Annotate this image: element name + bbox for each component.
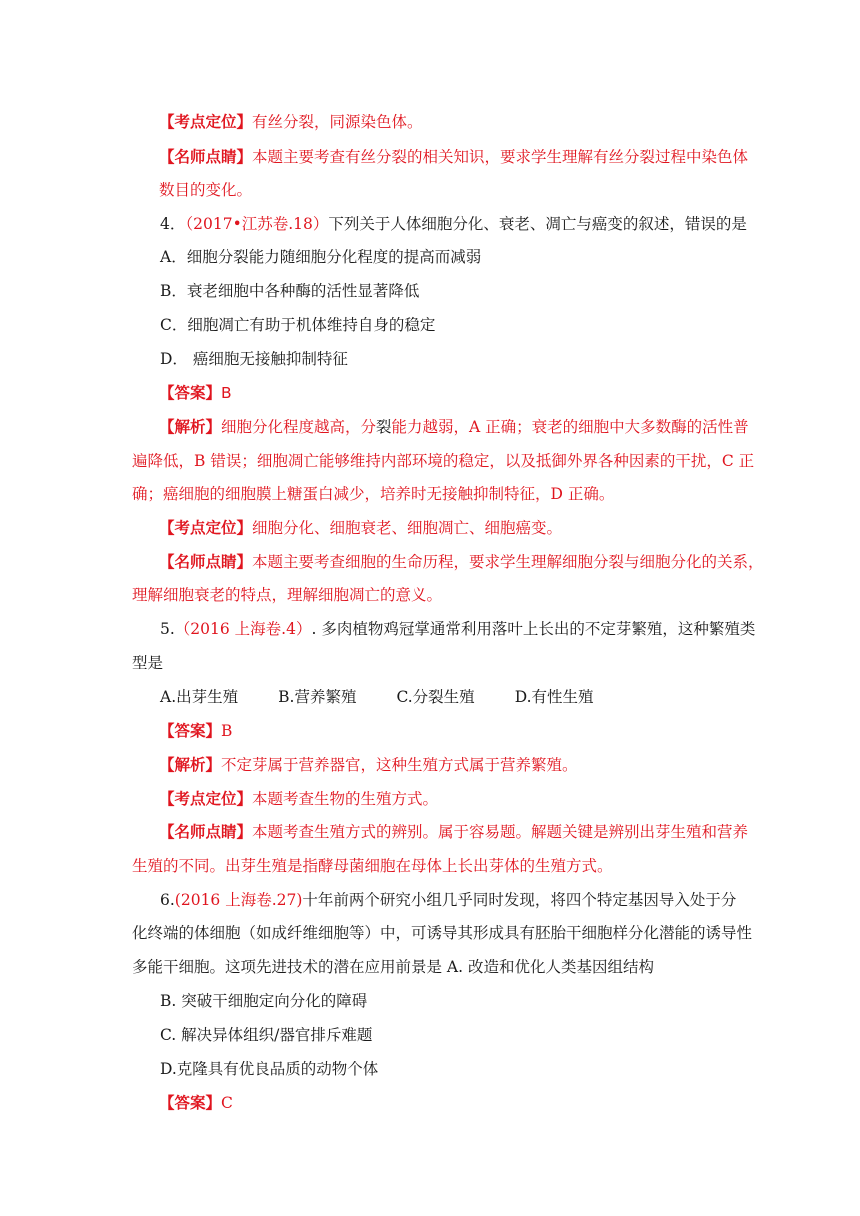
answer-label: 【答案】 bbox=[159, 1093, 222, 1112]
kaodian-label: 【考点定位】 bbox=[159, 112, 253, 131]
q4-jiexi-2: 遍降低，B 错误；细胞凋亡能够维持内部环境的稳定，以及抵御外界各种因素的干扰，C 正 bbox=[132, 452, 755, 470]
answer-label: 【答案】 bbox=[159, 383, 222, 402]
q6-answer bbox=[159, 1093, 233, 1113]
q5-stem-2: 型是 bbox=[132, 654, 164, 672]
answer-value: C bbox=[221, 1094, 233, 1112]
mingshi-line-prev-1 bbox=[159, 147, 748, 167]
q4-mingshi-2: 理解细胞衰老的特点，理解细胞凋亡的意义。 bbox=[132, 586, 443, 604]
q5-option-a: A.出芽生殖 bbox=[160, 688, 239, 706]
q4-kaodian bbox=[159, 518, 562, 538]
q5-stem-text: . 多肉植物鸡冠掌通常利用落叶上长出的不定芽繁殖，这种繁殖类 bbox=[311, 620, 756, 638]
answer-value: B bbox=[221, 722, 233, 740]
q4-number: 4． bbox=[160, 215, 186, 233]
q5-mingshi-1 bbox=[159, 822, 748, 842]
jiexi-text: 不定芽属于营养器官，这种生殖方式属于营养繁殖。 bbox=[221, 756, 578, 774]
jiexi-label: 【解析】 bbox=[159, 417, 222, 436]
mingshi-text: 本题主要考查有丝分裂的相关知识，要求学生理解有丝分裂过程中染色体 bbox=[252, 148, 749, 166]
q4-option-d: D． 癌细胞无接触抑制特征 bbox=[160, 350, 348, 368]
answer-value: B bbox=[221, 384, 232, 402]
q5-options bbox=[160, 687, 594, 707]
q4-stem-text: 下列关于人体细胞分化、衰老、凋亡与癌变的叙述，错误的是 bbox=[328, 215, 747, 233]
mingshi-label: 【名师点睛】 bbox=[159, 822, 253, 841]
mingshi-line-prev-2 bbox=[159, 180, 252, 200]
kaodian-line-prev bbox=[159, 112, 423, 132]
q4-source: （2017•江苏卷.18） bbox=[185, 215, 329, 233]
q6-source: (2016 上海卷.27) bbox=[174, 891, 303, 909]
q6-option-b: B. 突破干细胞定向分化的障碍 bbox=[160, 992, 368, 1010]
kaodian-text: 细胞分化、细胞衰老、细胞凋亡、细胞癌变。 bbox=[252, 519, 563, 537]
q4-option-c: C．细胞凋亡有助于机体维持自身的稳定 bbox=[160, 316, 436, 334]
q4-option-b: B．衰老细胞中各种酶的活性显著降低 bbox=[160, 282, 420, 300]
jiexi-text-a: 细胞分化程度越高，分 bbox=[221, 418, 377, 436]
q5-number: 5. bbox=[160, 620, 175, 638]
q5-stem-1 bbox=[160, 619, 755, 639]
mingshi-text: 本题主要考查细胞的生命历程，要求学生理解细胞分裂与细胞分化的关系， bbox=[252, 553, 764, 571]
q5-option-c: C.分裂生殖 bbox=[396, 688, 475, 706]
kaodian-label: 【考点定位】 bbox=[159, 518, 253, 537]
kaodian-text: 本题考查生物的生殖方式。 bbox=[252, 790, 439, 808]
mingshi-text: 本题考查生殖方式的辨别。属于容易题。解题关键是辨别出芽生殖和营养 bbox=[252, 823, 749, 841]
answer-label: 【答案】 bbox=[159, 721, 222, 740]
mingshi-text-cont: 数目的变化。 bbox=[159, 181, 253, 199]
mingshi-label: 【名师点睛】 bbox=[159, 147, 253, 166]
q6-number: 6. bbox=[160, 891, 175, 909]
q4-jiexi-1 bbox=[159, 417, 749, 437]
q6-stem-2: 化终端的体细胞（如成纤维细胞等）中，可诱导其形成具有胚胎干细胞样分化潜能的诱导性 bbox=[132, 924, 753, 942]
q4-jiexi-3: 确；癌细胞的细胞膜上糖蛋白减少，培养时无接触抑制特征，D 正确。 bbox=[132, 485, 615, 503]
q5-jiexi bbox=[159, 755, 578, 775]
q5-option-b: B.营养繁殖 bbox=[278, 688, 357, 706]
jiexi-label: 【解析】 bbox=[159, 755, 222, 774]
q6-option-d: D.克隆具有优良品质的动物个体 bbox=[160, 1060, 379, 1078]
q5-source: （2016 上海卷.4） bbox=[174, 620, 312, 638]
q6-stem-1 bbox=[160, 890, 736, 910]
q6-stem-3: 多能干细胞。这项先进技术的潜在应用前景是 A. 改造和优化人类基因组结构 bbox=[132, 958, 654, 976]
q5-mingshi-2: 生殖的不同。出芽生殖是指酵母菌细胞在母体上长出芽体的生殖方式。 bbox=[132, 857, 613, 875]
q4-option-a: A．细胞分裂能力随细胞分化程度的提高而减弱 bbox=[160, 248, 482, 266]
jiexi-text-b: 裂 bbox=[376, 418, 392, 436]
mingshi-label: 【名师点睛】 bbox=[159, 552, 253, 571]
q6-option-c: C. 解决异体组织/器官排斥难题 bbox=[160, 1026, 373, 1044]
q4-stem bbox=[160, 214, 747, 234]
kaodian-text: 有丝分裂，同源染色体。 bbox=[252, 113, 423, 131]
q4-mingshi-1 bbox=[159, 552, 764, 572]
q4-answer bbox=[159, 383, 232, 403]
kaodian-label: 【考点定位】 bbox=[159, 789, 253, 808]
jiexi-text-c: 能力越弱，A 正确；衰老的细胞中大多数酶的活性普 bbox=[391, 418, 749, 436]
q5-answer bbox=[159, 721, 232, 741]
q6-stem-text: 十年前两个研究小组几乎同时发现，将四个特定基因导入处于分 bbox=[302, 891, 737, 909]
q5-option-d: D.有性生殖 bbox=[514, 688, 594, 706]
q5-kaodian bbox=[159, 789, 438, 809]
